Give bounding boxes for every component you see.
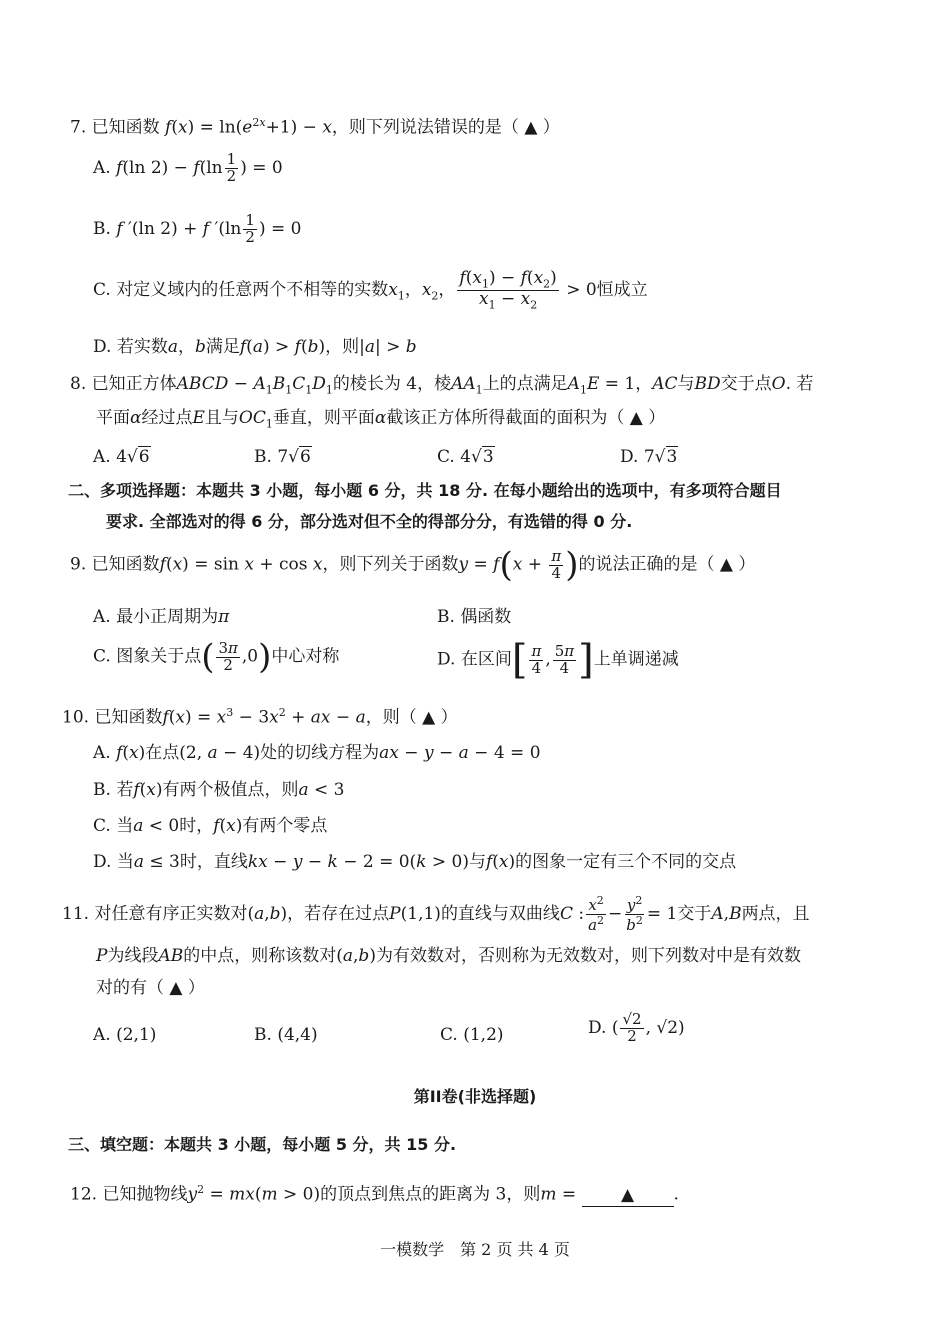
option-text-2: 上单调递减 [593,649,679,670]
answer-blank[interactable] [582,1185,674,1207]
q7-option-c: C. 对定义域内的任意两个不相等的实数$x_1$，$x_2$， $\frac{f(x_1) - f(x_2)}{x_1 - x_2}$ > 0恒成立 [93,268,648,312]
option-value: (2,1) [116,1025,157,1045]
q8-text-6: . 若 [785,374,814,394]
q7-option-d: D. 若实数a，b满足f(a) > f(b)，则|a| > b [93,337,417,357]
option-text: 在区间 [460,649,512,670]
option-label: B. [437,607,455,627]
q10-text: 已知函数 [94,707,163,728]
option-text: 在点 [145,743,180,763]
option-label: B. [93,780,111,800]
q11-stem-line2: P为线段AB的中点，则称该数对(a,b)为有效数对，否则称为无效数对，则下列数对中是有效数 [96,946,801,966]
q8-text-4: 与 [677,374,695,394]
answer-marker: ▲ [524,117,538,138]
q7-option-a: A. f(ln 2) − f(ln $\frac{1}{2}$ ) = 0 [93,150,283,185]
q11-text-10: ） [187,978,205,998]
answer-marker: ▲ [620,1184,635,1205]
q10-text-3: ） [440,707,458,728]
q11-stem-line3 [96,978,205,999]
option-label: A. [93,607,111,627]
q8-stem-line2: 平面α经过点E且与$OC_1$垂直，则平面α截该正方体所得截面的面积为（ ▲ ） [96,408,666,431]
option-text: 当 [116,852,134,872]
option-label: C. [93,279,111,300]
page-footer: 一模数学 第 2 页 共 4 页 [380,1240,570,1259]
question-number: 7. [70,117,87,138]
section-3-heading: 三、填空题：本题共 3 小题，每小题 5 分，共 15 分. [68,1135,457,1154]
q11-option-a [93,1025,156,1046]
q11-stem-line1: 11. 对任意有序正实数对(a,b)，若存在过点P(1,1)的直线与双曲线C : $\frac{x^2}{a^2}$ − $\frac{y^2}{b^2}$ = 1交于A,B两点，且 [62,894,810,934]
option-text: 若 [116,780,134,800]
option-text-3: 与 [468,852,486,872]
q9-stem: 9. 已知函数f(x) = sin x + cos x，则下列关于函数y = f(x + $\frac{\pi}{4}$ )的说法正确的是（ ▲ ） [70,545,756,585]
q8-text-9: 且与 [204,408,239,428]
question-number: 8. [70,374,87,394]
q7-stem: 7. 已知函数 $f(x) = \ln(e^{2x}+1) - x$，则下列说法错误的是（ ▲ ） [70,116,560,138]
option-text: 偶函数 [460,607,512,627]
q8-text-7: 平面 [96,408,130,428]
q8-text-8: 经过点 [141,408,193,428]
option-text-2: 有两个极值点，则 [162,780,299,800]
q8-option-c: C. 4√3 [437,447,494,467]
option-text-4: 的图象一定有三个不同的交点 [515,852,737,872]
option-coef: 4 [116,447,127,467]
option-text-3: ，则 [325,337,360,357]
option-text-2: 满足 [205,337,240,357]
option-label: A. [93,447,111,467]
q11-text-9: 对的有（ [96,978,164,998]
q9-text-2: ，则下列关于函数 [322,554,459,575]
q12-text-2: 的顶点到焦点的距离为 3，则 [320,1184,541,1205]
q10-option-d: D. 当a ≤ 3时，直线kx − y − k − 2 = 0(k > 0)与f(x)的图象一定有三个不同的交点 [93,852,737,872]
q10-stem: 10. 已知函数$f(x) = x^3 - 3x^2$ + ax − a，则（ ▲ ） [62,706,458,728]
option-text-2: 时， [179,816,214,836]
question-number: 11. [62,903,90,924]
option-text-2: 处的切线方程为 [260,743,380,763]
option-label: C. [437,447,455,467]
option-label: D. [588,1017,607,1038]
option-label: C. [93,816,111,836]
q11-text-8: 为有效数对，否则称为无效数对，则下列数对中是有效数 [375,946,801,966]
option-radicand: 3 [666,447,678,467]
q9-text: 已知函数 [91,554,160,575]
option-text: 对定义域内的任意两个不相等的实数 [116,279,389,300]
q8-stem-line1: 8. 已知正方体ABCD − $A_1B_1C_1D_1$的棱长为 4，棱$AA_1$上的点满足$A_1E = 1$，AC与BD交于点O. 若 [70,374,814,397]
q10-option-c: C. 当a < 0时，f(x)有两个零点 [93,816,328,836]
q9-text-3: 的说法正确的是（ [578,554,715,575]
answer-marker: ▲ [169,978,183,998]
q12-stem: 12. 已知抛物线$y^2 = mx(m > 0)$的顶点到焦点的距离为 3，则m = ▲ . [70,1183,679,1207]
q8-option-b: B. 7√6 [254,447,311,467]
option-label: A. [93,1025,111,1045]
option-label: C. [93,646,111,667]
question-number: 12. [70,1184,98,1205]
q9-option-b [437,607,511,628]
option-radicand: 3 [482,447,494,467]
option-text: 若实数 [116,337,168,357]
q7-stem-text: 已知函数 [91,117,160,138]
question-number: 10. [62,707,90,728]
option-radicand: 6 [138,447,150,467]
q8-text-3: 上的点满足 [482,374,568,394]
q8-text-12: ） [648,408,666,428]
q11-option-c [440,1025,504,1046]
option-text: 图象关于点 [116,646,202,667]
q12-text-3: . [673,1184,679,1205]
q8-text-11: 截该正方体所得截面的面积为（ [386,408,625,428]
q8-text: 已知正方体 [91,374,177,394]
answer-marker: ▲ [719,554,733,575]
q11-text-7: 的中点，则称该数对 [183,946,337,966]
option-label: B. [254,447,272,467]
q9-option-d: D. 在区间[ $\frac{\pi}{4}$ , $\frac{5\pi}{4}$ ]上单调递减 [437,637,679,683]
answer-marker: ▲ [422,707,436,728]
option-value: (4,4) [277,1025,318,1045]
q8-option-a: A. 4√6 [93,447,150,467]
option-label: D. [93,337,112,357]
option-label: B. [93,218,111,239]
q7-stem-close: ） [542,117,560,138]
option-text: 当 [116,816,134,836]
part-2-title: 第II卷(非选择题) [413,1087,537,1106]
q8-text-10: 垂直，则平面 [272,408,375,428]
section-2-heading: 二、多项选择题：本题共 3 小题，每小题 6 分，共 18 分. 在每小题给出的选项中，有多项符合题目 [68,481,782,500]
option-label: B. [254,1025,272,1045]
q10-option-b: B. 若f(x)有两个极值点，则a < 3 [93,780,345,800]
option-coef: 7 [277,447,289,467]
q11-text-3: 的直线与双曲线 [440,903,560,924]
option-text-2: 时，直线 [179,852,248,872]
q8-option-d: D. 7√3 [620,447,678,467]
option-text-2: 恒成立 [596,279,648,300]
option-coef: 7 [643,447,655,467]
option-value: (1,2) [463,1025,504,1045]
q7-stem-text-2: ，则下列说法错误的是（ [331,117,519,138]
q11-text-6: 为线段 [107,946,159,966]
section-2-heading-cont: 要求. 全部选对的得 6 分，部分选对但不全的得部分分，有选错的得 0 分. [106,512,633,531]
option-label: A. [93,157,111,178]
option-text-2: 中心对称 [271,646,340,667]
q9-option-c: C. 图象关于点( $\frac{3\pi}{2}$ ,0)中心对称 [93,637,340,677]
option-radicand: 6 [299,447,311,467]
q11-text-2: ，若存在过点 [287,903,390,924]
option-label: A. [93,743,111,763]
q8-text-5: 交于点 [720,374,772,394]
q9-text-4: ） [738,554,756,575]
q12-text: 已知抛物线 [102,1184,188,1205]
option-label: D. [620,447,639,467]
q10-option-a: A. f(x)在点(2, a − 4)处的切线方程为ax − y − a − 4 = 0 [93,743,541,763]
question-number: 9. [70,554,87,575]
option-label: C. [440,1025,458,1045]
option-label: D. [93,852,112,872]
option-label: D. [437,649,456,670]
q11-option-b [254,1025,318,1046]
q11-option-d: D. ( $\frac{√2}{2}$ , √2) [588,1010,685,1045]
q8-text-2: 的棱长为 4，棱 [332,374,452,394]
option-text: 最小正周期为 [116,607,219,627]
q9-option-a: A. 最小正周期为π [93,607,230,627]
q11-text: 对任意有序正实数对 [94,903,248,924]
q10-text-2: ，则（ [365,707,417,728]
answer-marker: ▲ [629,408,643,428]
option-coef: 4 [460,447,472,467]
q7-option-b: B. f ′(ln 2) + f ′(ln $\frac{1}{2}$ ) = 0 [93,211,302,246]
option-text-3: 有两个零点 [242,816,328,836]
q11-text-5: 两点，且 [741,903,810,924]
q11-text-4: 交于 [677,903,712,924]
